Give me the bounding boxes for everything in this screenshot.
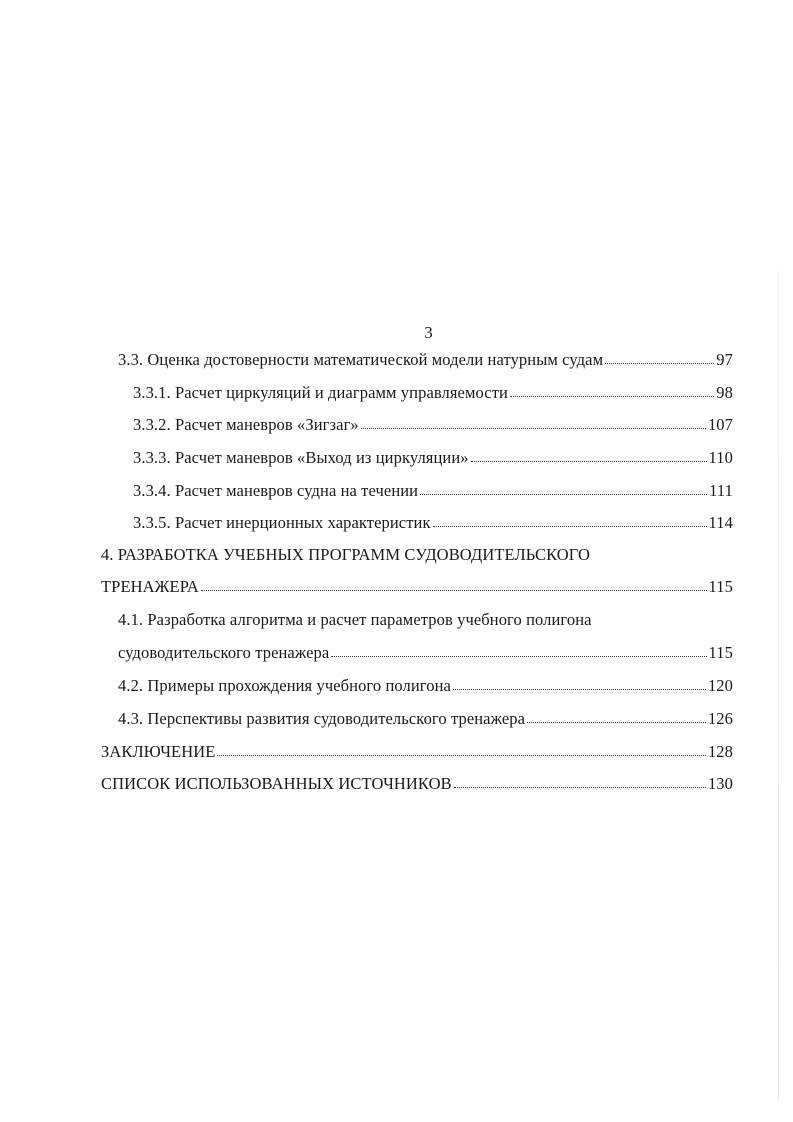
- toc-entry-page: 115: [708, 643, 733, 662]
- toc-entry: [133, 415, 733, 437]
- toc-entry-label: 4.1. Разработка алгоритма и расчет параметров учебного полигона: [118, 610, 592, 629]
- toc-dot-leader: [605, 351, 714, 365]
- toc-dot-leader: [420, 482, 707, 496]
- toc-entry-label: СПИСОК ИСПОЛЬЗОВАННЫХ ИСТОЧНИКОВ: [101, 774, 452, 793]
- toc-dot-leader: [510, 384, 714, 398]
- toc-dot-leader: [454, 775, 706, 789]
- toc-dot-leader: [217, 743, 706, 757]
- scan-edge-line: [778, 270, 779, 1100]
- toc-entry-page: 97: [716, 350, 733, 369]
- toc-entry-page: 130: [707, 774, 733, 793]
- toc-entry-label: 3.3.1. Расчет циркуляций и диаграмм управляемости: [133, 383, 508, 402]
- page-number: 3: [424, 323, 433, 342]
- toc-entry: [133, 448, 733, 470]
- toc-entry-label: 4.3. Перспективы развития судоводительского тренажера: [118, 709, 526, 728]
- toc-dot-leader: [471, 449, 707, 463]
- toc-dot-leader: [331, 644, 706, 658]
- toc-entry: [118, 610, 592, 632]
- toc-entry-label: 4. РАЗРАБОТКА УЧЕБНЫХ ПРОГРАММ СУДОВОДИТЕЛЬСКОГО: [101, 545, 591, 564]
- toc-entry: [101, 545, 590, 567]
- toc-entry-label: 3.3.3. Расчет маневров «Выход из циркуляции»: [133, 448, 469, 467]
- toc-dot-leader: [527, 710, 706, 724]
- toc-entry-label: ТРЕНАЖЕРА: [101, 577, 199, 596]
- toc-dot-leader: [361, 416, 706, 430]
- toc-entry-page: 128: [707, 742, 733, 761]
- toc-entry-page: 107: [707, 415, 733, 434]
- toc-entry-label: 4.2. Примеры прохождения учебного полигона: [118, 676, 451, 695]
- toc-entry: [101, 742, 733, 764]
- toc-entry-page: 111: [709, 481, 733, 500]
- toc-entry-page: 126: [707, 709, 733, 728]
- toc-entry: [118, 709, 733, 731]
- toc-dot-leader: [201, 578, 707, 592]
- toc-dot-leader: [433, 514, 707, 528]
- toc-entry-page: 115: [708, 577, 733, 596]
- toc-entry-page: 120: [707, 676, 733, 695]
- toc-entry: [133, 383, 733, 405]
- toc-entry-label: ЗАКЛЮЧЕНИЕ: [101, 742, 216, 761]
- toc-entry: [101, 774, 733, 796]
- toc-entry-page: 110: [708, 448, 733, 467]
- toc-entry: [133, 481, 733, 503]
- toc-entry: [118, 676, 733, 698]
- toc-entry-label: 3.3.5. Расчет инерционных характеристик: [133, 513, 431, 532]
- toc-entry: [101, 577, 733, 599]
- toc-entry-page: 98: [716, 383, 733, 402]
- toc-entry-label: судоводительского тренажера: [118, 643, 330, 662]
- toc-entry-page: 114: [708, 513, 733, 532]
- toc-entry: [118, 350, 733, 372]
- toc-entry-label: 3.3.2. Расчет маневров «Зигзаг»: [133, 415, 359, 434]
- toc-entry: [118, 643, 733, 665]
- toc-entry-label: 3.3.4. Расчет маневров судна на течении: [133, 481, 419, 500]
- toc-entry: [133, 513, 733, 535]
- toc-entry-label: 3.3. Оценка достоверности математической модели натурным судам: [118, 350, 604, 369]
- toc-dot-leader: [453, 677, 706, 691]
